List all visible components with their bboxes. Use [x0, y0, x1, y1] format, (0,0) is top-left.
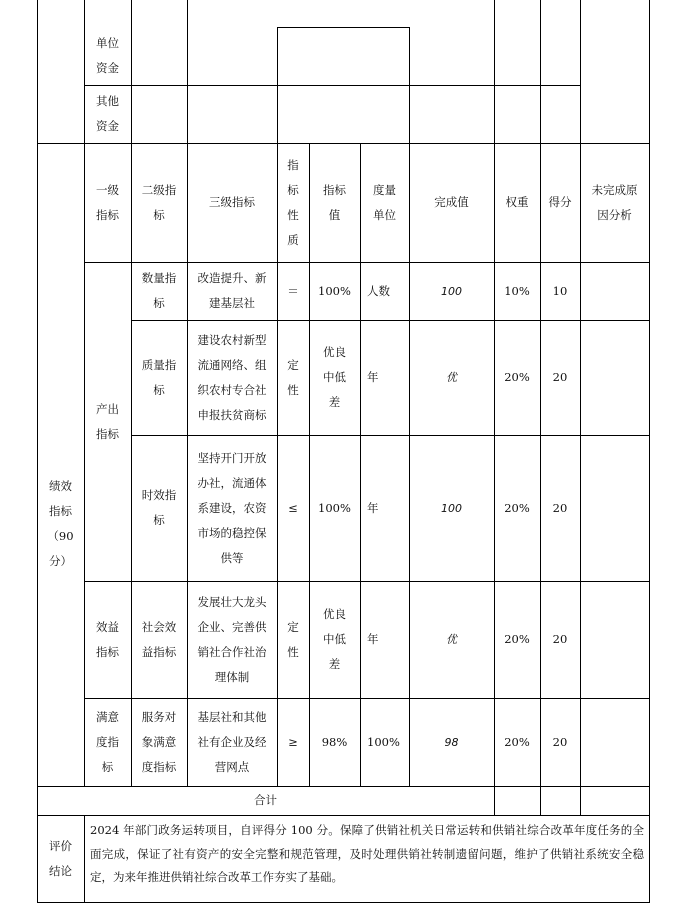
cell-score: 10: [552, 283, 568, 298]
cell-l2: 服务对 象满意 度指标: [141, 709, 177, 774]
grid-line: [37, 902, 650, 903]
header-score: 得分: [548, 195, 572, 209]
cell-score: 20: [552, 500, 568, 515]
cell-weight: 20%: [504, 734, 530, 749]
cell-value: 优良 中低 差: [323, 607, 346, 671]
cell-score: 20: [552, 370, 568, 384]
cell-value: 100%: [318, 283, 351, 298]
cell-nature: ≥: [288, 734, 298, 749]
header-level1: 一级 指标: [96, 182, 119, 222]
conclusion-label: 评价 结论: [49, 838, 72, 878]
grid-line: [649, 0, 650, 143]
cell-l3: 改造提升、新 建基层社: [197, 271, 267, 310]
cell-done: 98: [444, 735, 459, 749]
grid-line: [649, 143, 650, 902]
cell-done: 优: [446, 633, 457, 646]
header-level2: 二级指 标: [141, 182, 177, 222]
grid-line: [131, 0, 132, 143]
grid-line: [580, 0, 581, 143]
cell-nature: ≤: [288, 500, 298, 515]
total-label: 合计: [254, 793, 277, 807]
cell-weight: 20%: [504, 632, 530, 646]
group-satisfaction: 满意 度指 标: [96, 709, 119, 774]
cell-l2: 时效指 标: [141, 488, 177, 527]
header-weight: 权重: [505, 195, 529, 209]
cell-weight: 20%: [504, 370, 530, 384]
cell-nature: ＝: [287, 283, 299, 298]
cell-done: 优: [446, 371, 457, 384]
funding-other-label: 其他 资金: [96, 94, 119, 133]
header-nature: 指 标 性 质: [287, 157, 299, 247]
cell-unit: 年: [367, 632, 379, 646]
grid-line: [409, 27, 410, 143]
grid-line: [84, 815, 85, 902]
cell-done: 100: [441, 501, 462, 515]
cell-score: 20: [552, 734, 568, 749]
header-reason: 未完成原 因分析: [591, 182, 638, 222]
cell-value: 优良 中低 差: [323, 345, 346, 409]
cell-unit: 100%: [367, 734, 400, 749]
grid-line: [494, 0, 495, 143]
cell-l3: 基层社和其他 社有企业及经 营网点: [197, 709, 267, 774]
cell-nature: 定 性: [287, 357, 299, 397]
grid-line: [84, 85, 581, 86]
cell-unit: 年: [367, 370, 379, 384]
cell-value: 98%: [321, 734, 348, 749]
funding-unit-label: 单位 资金: [96, 36, 119, 75]
header-done: 完成值: [434, 195, 469, 209]
grid-line: [540, 0, 541, 143]
cell-value: 100%: [318, 500, 351, 515]
cell-l2: 质量指 标: [141, 357, 177, 397]
cell-score: 20: [552, 632, 568, 646]
cell-unit: 人数: [367, 283, 390, 298]
cell-weight: 10%: [504, 283, 530, 298]
cell-nature: 定 性: [287, 619, 299, 659]
header-unit: 度量 单位: [373, 182, 396, 222]
cell-l3: 建设农村新型 流通网络、组 织农村专合社 申报扶贫商标: [197, 332, 267, 422]
cell-l3: 发展壮大龙头 企业、完善供 销社合作社治 理体制: [197, 594, 267, 684]
cell-l3: 坚持开门开放 办社，流通体 系建设，农资 市场的稳控保 供等: [197, 450, 267, 565]
group-output: 产出 指标: [96, 401, 119, 441]
grid-line: [187, 0, 188, 143]
group-benefit: 效益 指标: [96, 619, 119, 659]
grid-line: [277, 27, 410, 28]
header-level3: 三级指标: [209, 195, 255, 209]
grid-line: [277, 27, 278, 143]
header-value: 指标 值: [323, 182, 346, 222]
cell-l2: 数量指 标: [141, 271, 177, 310]
cell-weight: 20%: [504, 500, 530, 515]
grid-line: [37, 815, 650, 816]
cell-l2: 社会效 益指标: [141, 619, 177, 659]
cell-unit: 年: [367, 500, 379, 515]
performance-group-label: 绩效 指标 （90 分）: [47, 479, 74, 568]
conclusion-text: 2024 年部门政务运转项目，自评得分 100 分。保障了供销社机关日常运转和供销社综合改革年度任务的全面完成，保证了社有资产的安全完整和规范管理，及时处理供销社转制遗留问题，维护了供销社系统安全稳定，为来年推进供销社综合改革工作夯实了基础。: [90, 823, 644, 884]
cell-done: 100: [441, 284, 462, 298]
